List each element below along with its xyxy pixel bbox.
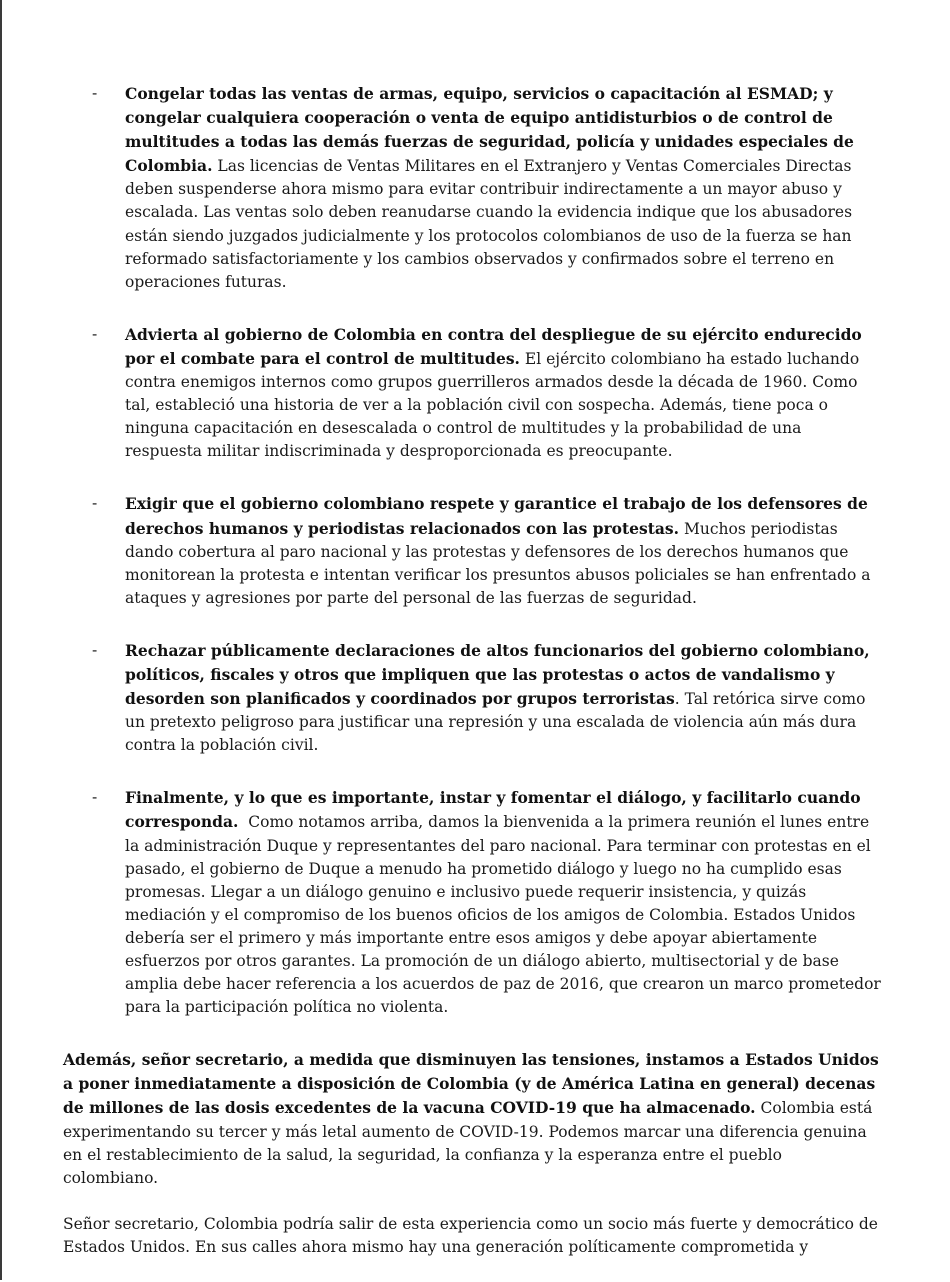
bullet-text [125, 492, 881, 609]
bullet-body: Muchos periodistas dando cobertura al paro nacional y las protestas y defensores de los derechos humanos que monitorean la protesta e intentan verificar los presuntos abusos policiales se han enfrentado a ataques y agresiones por parte del personal de las fuerzas de seguridad. [125, 519, 871, 607]
bullet-item-defenders [63, 492, 881, 609]
bullet-text [125, 786, 881, 1019]
bullet-item-dialogue [63, 786, 881, 1019]
bullet-item-army [63, 323, 881, 464]
bullet-bold-lead: Advierta al gobierno de Colombia en contra del despliegue de su ejército endurecido por el combate para el control de multitudes. [125, 324, 862, 368]
bullet-text [125, 323, 881, 464]
bullet-dash: - [92, 324, 98, 343]
paragraph-body: Colombia está experimentando su tercer y más letal aumento de COVID-19. Podemos marcar una diferencia genuina en el restablecimiento de la salud, la seguridad, la confianza y la esperanza entre el pueblo colombiano. [63, 1099, 873, 1187]
bullet-dash: - [92, 494, 98, 513]
bullet-body: Como notamos arriba, damos la bienvenida a la primera reunión el lunes entre la administración Duque y representantes del paro nacional. Para terminar con protestas en el pasado, el gobierno de Duque a menudo ha prometido diálogo y luego no ha cumplido esas promesas. Llegar a un diálogo genuino e inclusivo puede requerir insistencia, y quizás mediación y el compromiso de los buenos oficios de los amigos de Colombia. Estados Unidos debería ser el primero y más importante entre esos amigos y debe apoyar abiertamente esfuerzos por otros garantes. La promoción de un diálogo abierto, multisectorial y de base amplia debe hacer referencia a los acuerdos de paz de 2016, que crearon un marco prometedor para la participación política no violenta. [125, 813, 881, 1017]
bullet-dash: - [92, 640, 98, 659]
bullet-body: El ejército colombiano ha estado luchando contra enemigos internos como grupos guerrilleros armados desde la década de 1960. Como tal, estableció una historia de ver a la población civil con sospecha. Además, tiene poca o ninguna capacitación en desescalada o control de multitudes y la probabilidad de una respuesta militar indiscriminada y desproporcionada es preocupante. [125, 349, 860, 461]
bullet-bold-lead: Congelar todas las ventas de armas, equipo, servicios o capacitación al ESMAD; y congelar cualquiera cooperación o venta de equipo antidisturbios o de control de multitudes a todas las demás fuerzas de seguridad, policía y unidades especiales de Colombia. [125, 84, 854, 176]
bullet-body: . Tal retórica sirve como un pretexto peligroso para justificar una represión y una escalada de violencia aún más dura contra la población civil. [125, 690, 866, 755]
bullet-body: Las licencias de Ventas Militares en el Extranjero y Ventas Comerciales Directas deben suspenderse ahora mismo para evitar contribuir indirectamente a un mayor abuso y escalada. Las ventas solo deben reanudarse cuando la evidencia indique que los abusadores están siendo juzgados judicialmente y los protocolos colombianos de uso de la fuerza se han reformado satisfactoriamente y los cambios observados y confirmados sobre el terreno en operaciones futuras. [125, 157, 853, 291]
paragraph-bold-lead: Además, señor secretario, a medida que disminuyen las tensiones, instamos a Estados Unidos a poner inmediatamente a disposición de Colombia (y de América Latina en general) decenas de millones de las dosis excedentes de la vacuna COVID-19 que ha almacenado. [63, 1050, 879, 1118]
bullet-item-rhetoric [63, 639, 881, 757]
page-edge-shadow [0, 0, 2, 1280]
bullet-dash: - [92, 84, 98, 102]
bullet-bold-lead: Finalmente, y lo que es importante, instar y fomentar el diálogo, y facilitarlo cuando corresponda. [125, 788, 861, 832]
bullet-item-esmad [63, 82, 881, 294]
paragraph-closing [63, 1213, 881, 1259]
bullet-bold-lead: Exigir que el gobierno colombiano respete y garantice el trabajo de los defensores de derechos humanos y periodistas relacionados con las protestas. [125, 494, 868, 538]
bullet-text [125, 82, 881, 294]
paragraph-body: Señor secretario, Colombia podría salir de esta experiencia como un socio más fuerte y democrático de Estados Unidos. En sus calles ahora mismo hay una generación políticamente comprometida y [63, 1214, 878, 1256]
paragraph-vaccines [63, 1048, 881, 1190]
document-page [63, 82, 881, 1282]
bullet-dash: - [92, 788, 98, 807]
bullet-bold-lead: Rechazar públicamente declaraciones de altos funcionarios del gobierno colombiano, políticos, fiscales y otros que impliquen que las protestas o actos de vandalismo y desorden son planificados y coordinados por grupos terroristas [125, 640, 870, 709]
bullet-text [125, 639, 881, 757]
